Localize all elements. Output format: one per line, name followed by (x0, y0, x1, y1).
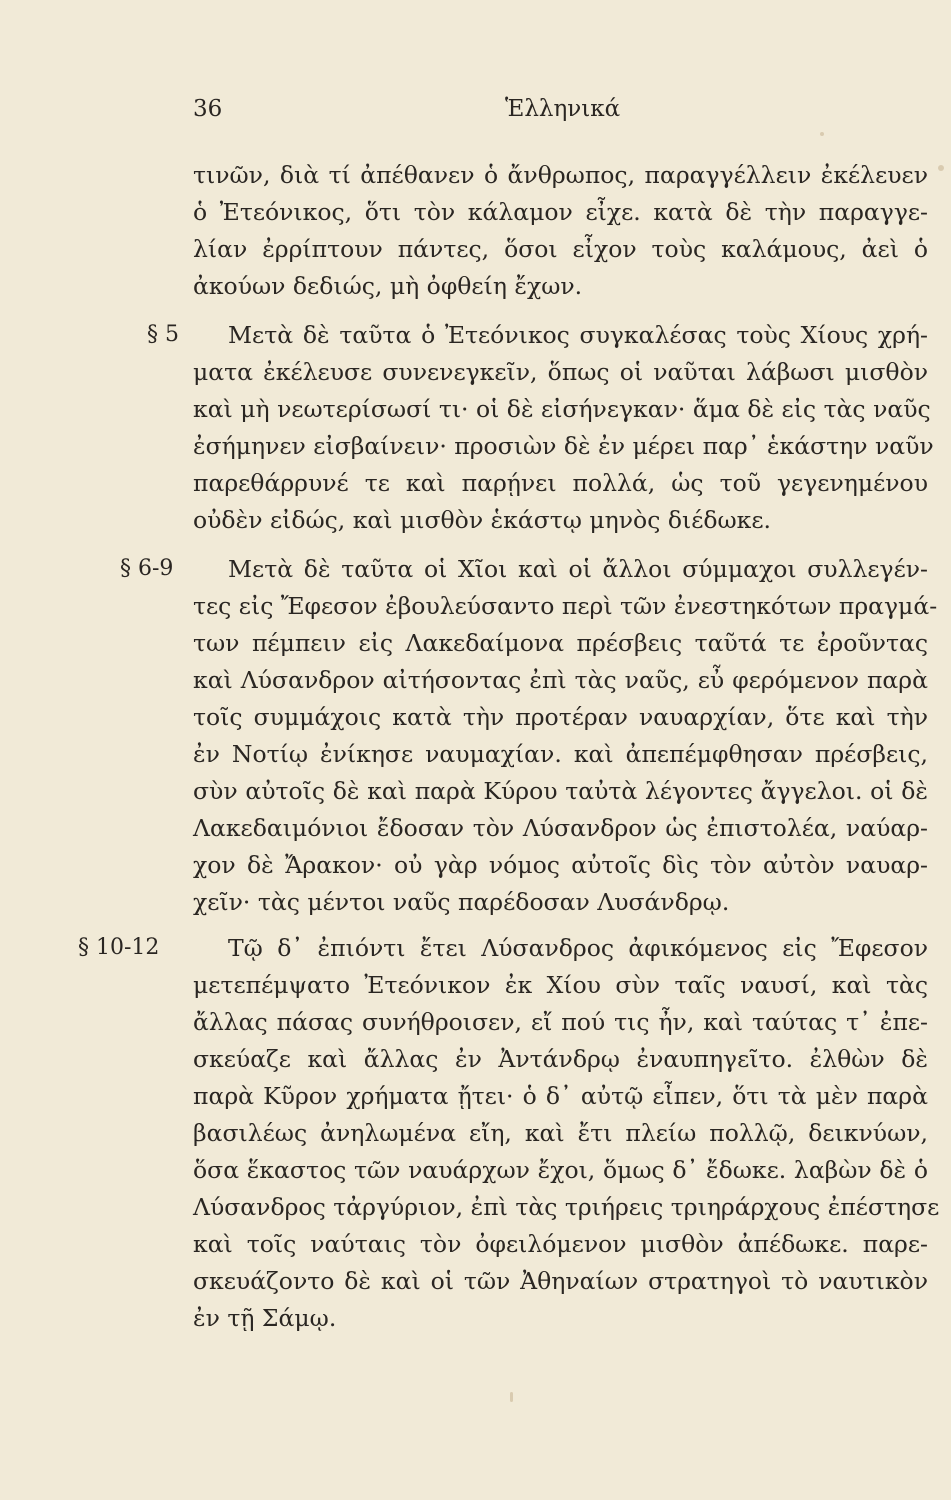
text-line: των πέμπειν εἰς Λακεδαίμονα πρέσβεις ταῦτά τε ἐροῦντας (193, 629, 928, 657)
text-line: τοῖς συμμάχοις κατὰ τὴν προτέραν ναυαρχίαν, ὅτε καὶ τὴν (193, 703, 928, 731)
text-line: καὶ Λύσανδρον αἰτήσοντας ἐπὶ τὰς ναῦς, εὖ φερόμενον παρὰ (193, 666, 928, 694)
page-header (0, 96, 951, 136)
text-line: σὺν αὐτοῖς δὲ καὶ παρὰ Κύρου ταὐτὰ λέγοντες ἄγγελοι. οἱ δὲ (193, 777, 928, 805)
section-marker-6-9: § 6-9 (120, 556, 174, 581)
text-line: ἄλλας πάσας συνήθροισεν, εἴ πού τις ἦν, καὶ ταύτας τ᾽ ἐπε- (193, 1008, 928, 1036)
text-line: Τῷ δ᾽ ἐπιόντι ἔτει Λύσανδρος ἀφικόμενος εἰς Ἔφεσον (228, 934, 928, 962)
paper-speck (510, 1392, 513, 1402)
text-line: παρὰ Κῦρον χρήματα ᾔτει· ὁ δ᾽ αὐτῷ εἶπεν, ὅτι τὰ μὲν παρὰ (193, 1082, 928, 1110)
text-line: ἐν Νοτίῳ ἐνίκησε ναυμαχίαν. καὶ ἀπεπέμφθησαν πρέσβεις, (193, 740, 928, 768)
section-marker-10-12: § 10-12 (78, 935, 160, 960)
text-line: παρεθάρρυνέ τε καὶ παρῄνει πολλά, ὡς τοῦ γεγενημένου (193, 469, 928, 497)
text-line: χεῖν· τὰς μέντοι ναῦς παρέδοσαν Λυσάνδρῳ. (193, 888, 730, 916)
text-line: ὅσα ἕκαστος τῶν ναυάρχων ἔχοι, ὅμως δ᾽ ἔδωκε. λαβὼν δὲ ὁ (193, 1156, 928, 1184)
text-line: Μετὰ δὲ ταῦτα οἱ Χῖοι καὶ οἱ ἄλλοι σύμμαχοι συλλεγέν- (228, 555, 928, 583)
text-line: σκεύαζε καὶ ἄλλας ἐν Ἀντάνδρῳ ἐναυπηγεῖτο. ἐλθὼν δὲ (193, 1045, 928, 1073)
text-line: ματα ἐκέλευσε συνενεγκεῖν, ὅπως οἱ ναῦται λάβωσι μισθὸν (193, 358, 928, 386)
page-number: 36 (193, 96, 223, 122)
text-line: καὶ μὴ νεωτερίσωσί τι· οἱ δὲ εἰσήνεγκαν· ἅμα δὲ εἰς τὰς ναῦς (193, 395, 931, 423)
text-line: Λύσανδρος τἀργύριον, ἐπὶ τὰς τριήρεις τριηράρχους ἐπέστησε (193, 1193, 940, 1221)
text-line: ἐσήμηνεν εἰσβαίνειν· προσιὼν δὲ ἐν μέρει παρ᾽ ἑκάστην ναῦν (193, 432, 934, 460)
text-line: οὐδὲν εἰδώς, καὶ μισθὸν ἑκάστῳ μηνὸς διέδωκε. (193, 506, 772, 534)
text-line: Λακεδαιμόνιοι ἔδοσαν τὸν Λύσανδρον ὡς ἐπιστολέα, ναύαρ- (193, 814, 928, 842)
text-line: μετεπέμψατο Ἐτεόνικον ἐκ Χίου σὺν ταῖς ναυσί, καὶ τὰς (193, 971, 928, 999)
text-line: χον δὲ Ἄρακον· οὐ γὰρ νόμος αὐτοῖς δὶς τὸν αὐτὸν ναυαρ- (193, 851, 928, 879)
text-line: τινῶν, διὰ τί ἀπέθανεν ὁ ἄνθρωπος, παραγγέλλειν ἐκέλευεν (193, 161, 928, 189)
text-line: ἀκούων δεδιώς, μὴ ὀφθείη ἔχων. (193, 272, 583, 300)
text-line: Μετὰ δὲ ταῦτα ὁ Ἐτεόνικος συγκαλέσας τοὺς Χίους χρή- (228, 321, 928, 349)
text-line: τες εἰς Ἔφεσον ἐβουλεύσαντο περὶ τῶν ἐνεστηκότων πραγμά- (193, 592, 938, 620)
text-line: λίαν ἐρρίπτουν πάντες, ὅσοι εἶχον τοὺς καλάμους, ἀεὶ ὁ (193, 235, 928, 263)
paper-speck (820, 132, 824, 136)
text-line: σκευάζοντο δὲ καὶ οἱ τῶν Ἀθηναίων στρατηγοὶ τὸ ναυτικὸν (193, 1267, 928, 1295)
text-line: βασιλέως ἀνηλωμένα εἴη, καὶ ἔτι πλείω πολλῷ, δεικνύων, (193, 1119, 928, 1147)
paper-speck (938, 165, 944, 171)
section-marker-5: § 5 (147, 322, 179, 347)
text-line: ὁ Ἐτεόνικος, ὅτι τὸν κάλαμον εἶχε. κατὰ δὲ τὴν παραγγε- (193, 198, 928, 226)
running-title: Ἑλληνικά (505, 96, 621, 122)
text-line: καὶ τοῖς ναύταις τὸν ὀφειλόμενον μισθὸν ἀπέδωκε. παρε- (193, 1230, 928, 1258)
text-line: ἐν τῇ Σάμῳ. (193, 1304, 337, 1332)
